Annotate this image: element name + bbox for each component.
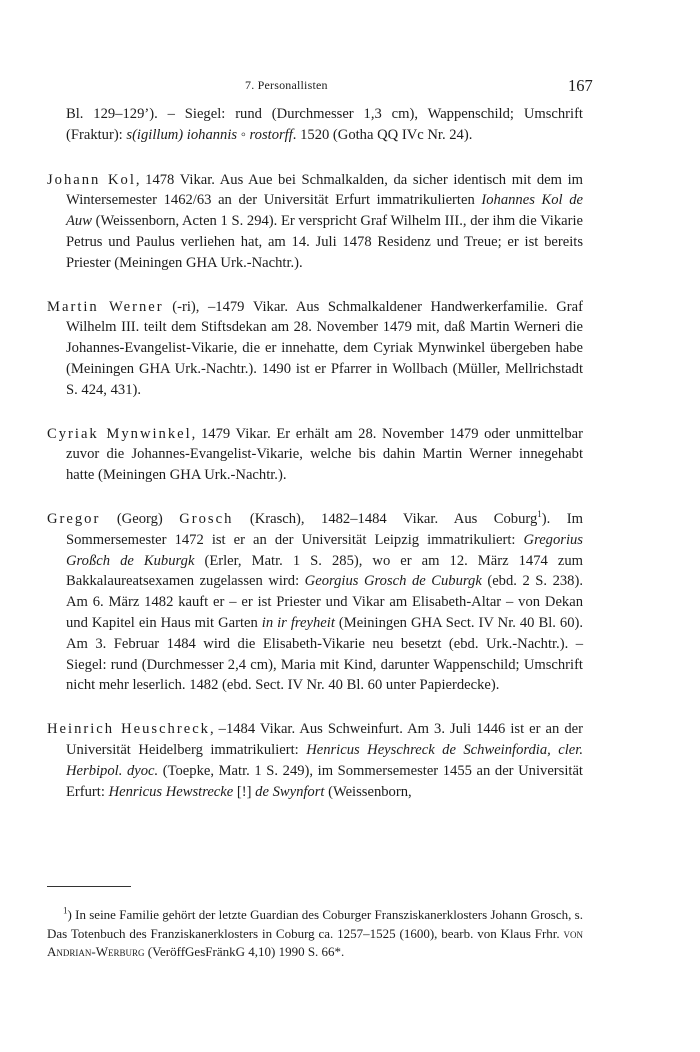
person-name: Martin Werner: [47, 298, 164, 315]
entry-heinrich-heuschreck: [47, 719, 583, 802]
quoted-name: Henricus Heyschreck de Schweinfordia, cler. Herbipol. dyoc.: [66, 741, 583, 779]
person-surname: Grosch: [179, 510, 234, 527]
quoted-phrase: in ir freyheit: [261, 614, 335, 631]
person-name: Heinrich Heuschreck: [47, 721, 210, 738]
person-name: Cyriak Mynwinkel: [47, 425, 192, 442]
entry-text: Bl. 129–129’). – Siegel: rund (Durchmesser 1,3 cm), Wappenschild; Umschrift (Fraktur):: [66, 106, 583, 143]
entry-text: (ebd. 2 S. 238). Am 6. März 1482 kauft er – er ist Priester und Vikar am Elisabeth-Altar – von Dekan und Kapitel ein Haus mit Garten: [66, 573, 583, 631]
entry-cyriak-mynwinkel: [47, 424, 583, 486]
body-text: [47, 104, 583, 825]
entry-text: [!]: [233, 783, 256, 800]
running-head-title: 7. Personallisten: [245, 78, 328, 92]
page-number: 167: [568, 76, 593, 95]
entry-text: , –1484 Vikar. Aus Schweinfurt. Am 3. Juli 1446 ist er an der Universität Heidelberg immatrikuliert:: [66, 721, 583, 758]
entry-text: , 1478 Vikar. Aus Aue bei Schmalkalden, da sicher identisch mit dem im Wintersemester 1462/63 an der Universität Erfurt immatrikulierten: [66, 171, 583, 209]
person-name: Johann Kol: [47, 171, 136, 188]
entry-continuation: [47, 104, 583, 146]
entry-text: (Weissenborn, Acten 1 S. 294). Er verspricht Graf Wilhelm III., der ihm die Vikarie Petrus und Paulus verliehen hat, am 14. Juli 1478 Residenz und Treue; er ist bereits Priester (Meiningen GHA Urk.-Nachtr.).: [66, 213, 583, 271]
footnote-text: ) In seine Familie gehört der letzte Guardian des Coburger Fransziskanerklosters Johann Grosch, s. Das Totenbuch des Franziskanerklosters in Coburg ca. 1257–1525 (1600), bearb. von Klaus Frhr.: [47, 907, 583, 941]
editor-name: von Andrian-Werburg: [47, 925, 583, 959]
entry-text: (-ri), –1479 Vikar. Aus Schmalkaldener Handwerkerfamilie. Graf Wilhelm III. teilt dem Stiftsdekan am 28. November 1479 mit, daß Martin Werneri die Johannes-Evangelist-Vikarie, die er innehatte, dem Cyriak Mynwinkel übergeben habe (Meiningen GHA Urk.-Nachtr.). 1490 ist er Pfarrer in Wollbach (Müller, Mellrichstadt S. 424, 431).: [66, 298, 583, 398]
entry-gregor-grosch: [47, 509, 583, 696]
entry-text: (Georg): [100, 510, 180, 527]
entry-text: (Toepke, Matr. 1 S. 249), im Sommersemester 1455 an der Universität Erfurt:: [66, 762, 583, 800]
quoted-name: Georgius Grosch de Cuburgk: [304, 573, 482, 590]
entry-text: (Meiningen GHA Sect. IV Nr. 40 Bl. 60). Am 3. Februar 1484 wird die Elisabeth-Vikarie neu besetzt (ebd. Urk.-Nachtr.). – Siegel: rund (Durchmesser 2,4 cm), Maria mit Kind, darunter Wappenschild; Umschrift nicht mehr leserlich. 1482 (ebd. Sect. IV Nr. 40 Bl. 60 unter Papierdecke).: [66, 614, 583, 694]
entry-text: (Erler, Matr. 1 S. 285), wo er am 12. März 1474 zum Bakkalaureatsexamen zugelassen wird:: [66, 552, 583, 590]
footnote-divider: [47, 886, 131, 887]
entry-text: , 1479 Vikar. Er erhält am 28. November 1479 oder unmittelbar zuvor die Johannes-Evangelist-Vikarie, welche bis dahin Martin Werner innegehabt hatte (Meiningen GHA Urk.-Nachtr.).: [66, 425, 583, 484]
footnote-marker: 1: [63, 905, 68, 916]
entry-text: (Weissenborn,: [324, 783, 412, 800]
seal-inscription: s(igillum) iohannis ◦ rostorff: [126, 126, 293, 143]
person-name: Gregor: [47, 510, 101, 527]
quoted-name: Henricus Hewstrecke: [108, 783, 234, 800]
running-head: [0, 76, 700, 96]
footnote-reference: 1: [537, 509, 542, 520]
entry-text: ). Im Sommersemester 1472 ist er an der Universität Leipzig immatrikuliert:: [66, 510, 583, 548]
entry-text: (Krasch), 1482–1484 Vikar. Aus Coburg: [233, 510, 538, 527]
entry-martin-werner: [47, 297, 583, 401]
quoted-name: Iohannes Kol de Auw: [66, 192, 583, 230]
entry-text: . 1520 (Gotha QQ IVc Nr. 24).: [292, 126, 473, 143]
footnote-text: (VeröffGesFränkG 4,10) 1990 S. 66*.: [144, 944, 345, 959]
quoted-place: de Swynfort: [255, 783, 325, 800]
footnote: [47, 906, 583, 962]
quoted-name: Gregorius Großch de Kuburgk: [66, 531, 583, 569]
entry-johann-kol: [47, 170, 583, 274]
